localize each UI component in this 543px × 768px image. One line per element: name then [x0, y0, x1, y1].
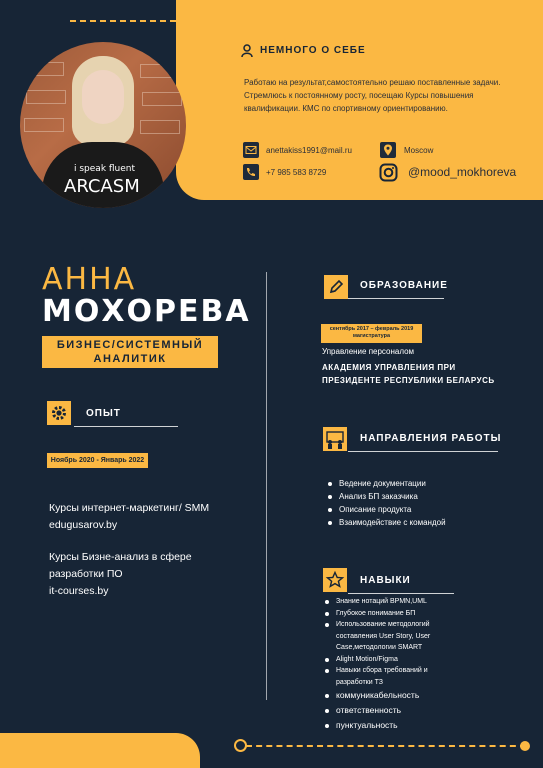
location-pin-icon [380, 142, 396, 158]
education-date [321, 324, 422, 343]
about-title: НЕМНОГО О СЕБЕ [260, 45, 366, 56]
directions-underline [348, 451, 498, 452]
shirt-text-line1: i speak fluent [74, 164, 136, 174]
bottom-accent-card [0, 733, 200, 768]
education-title: ОБРАЗОВАНИЕ [360, 280, 448, 291]
profile-photo [20, 42, 186, 208]
list-item: Взаимодействие с командой [327, 516, 446, 529]
team-icon [323, 427, 347, 451]
skills-list [324, 596, 454, 733]
dot-decoration [520, 741, 530, 751]
list-item: Знание нотаций BPMN,UML [324, 596, 454, 608]
list-item: Анализ БП заказчика [327, 490, 446, 503]
instagram-handle[interactable]: @mood_mokhoreva [408, 165, 517, 179]
role-line2: АНАЛИТИК [93, 353, 167, 365]
ring-decoration [234, 739, 247, 752]
top-dashed-line [70, 20, 176, 22]
last-name: МОХОРЕВА [42, 294, 251, 329]
face-shape [82, 70, 124, 124]
experience-title: ОПЫТ [86, 408, 121, 419]
course2-name-line1: Курсы Бизне-анализ в сфере [49, 551, 192, 563]
list-item: коммуникабельность [324, 688, 454, 703]
role-badge [42, 336, 218, 368]
list-item: Описание продукта [327, 503, 446, 516]
list-item: Ведение документации [327, 477, 446, 490]
list-item: Навыки сбора требований и разработки ТЗ [324, 665, 454, 688]
course1-name: Курсы интернет-маркетинг/ SMM [49, 502, 210, 514]
shirt-shape [42, 142, 164, 208]
education-date-line2: магистратура [352, 333, 391, 339]
star-icon [323, 568, 347, 592]
shirt-text-line2: ARCASM [64, 176, 140, 197]
course1-site[interactable]: edugusarov.by [49, 519, 118, 531]
education-institution-line1: АКАДЕМИЯ УПРАВЛЕНИЯ ПРИ [322, 363, 456, 372]
directions-list [327, 477, 446, 529]
pencil-icon [324, 275, 348, 299]
column-divider [266, 272, 267, 700]
mail-icon [243, 142, 259, 158]
list-item: Глубокое понимание БП [324, 608, 454, 620]
phone-number[interactable]: +7 985 583 8729 [266, 168, 327, 177]
directions-title: НАПРАВЛЕНИЯ РАБОТЫ [360, 433, 502, 444]
experience-date: Ноябрь 2020 - Январь 2022 [47, 453, 148, 468]
email-link[interactable]: anettakiss1991@mail.ru [266, 146, 352, 155]
about-text: Работаю на результат,самостоятельно решаю поставленные задачи. Стремлюсь к постоянному росту, посещаю Курсы повышения квалификации. КМС по спортивному ориентированию. [244, 78, 501, 113]
education-program: Управление персоналом [322, 347, 415, 356]
education-date-line1: сентябрь 2017 – февраль 2019 [329, 326, 414, 332]
list-item: Alight Motion/Figma [324, 654, 454, 666]
role-line1: БИЗНЕС/СИСТЕМНЫЙ [56, 339, 204, 351]
bottom-dashed-line [246, 745, 526, 747]
course2-site[interactable]: it-courses.by [49, 585, 109, 597]
city-text: Moscow [404, 146, 434, 155]
education-institution [322, 361, 495, 387]
skills-title: НАВЫКИ [360, 575, 411, 586]
skills-underline [348, 593, 454, 594]
experience-underline [74, 426, 178, 427]
instagram-icon [379, 163, 398, 182]
education-institution-line2: ПРЕЗИДЕНТЕ РЕСПУБЛИКИ БЕЛАРУСЬ [322, 376, 495, 385]
list-item: ответственность [324, 703, 454, 718]
gear-icon [47, 401, 71, 425]
first-name: АННА [42, 262, 137, 297]
list-item: Использование методологий составления User Story, User Case,методологии SMART [324, 619, 454, 654]
course2-name-line2: разработки ПО [49, 568, 123, 580]
person-icon [241, 44, 253, 58]
education-underline [348, 298, 444, 299]
phone-icon [243, 164, 259, 180]
list-item: пунктуальность [324, 718, 454, 733]
